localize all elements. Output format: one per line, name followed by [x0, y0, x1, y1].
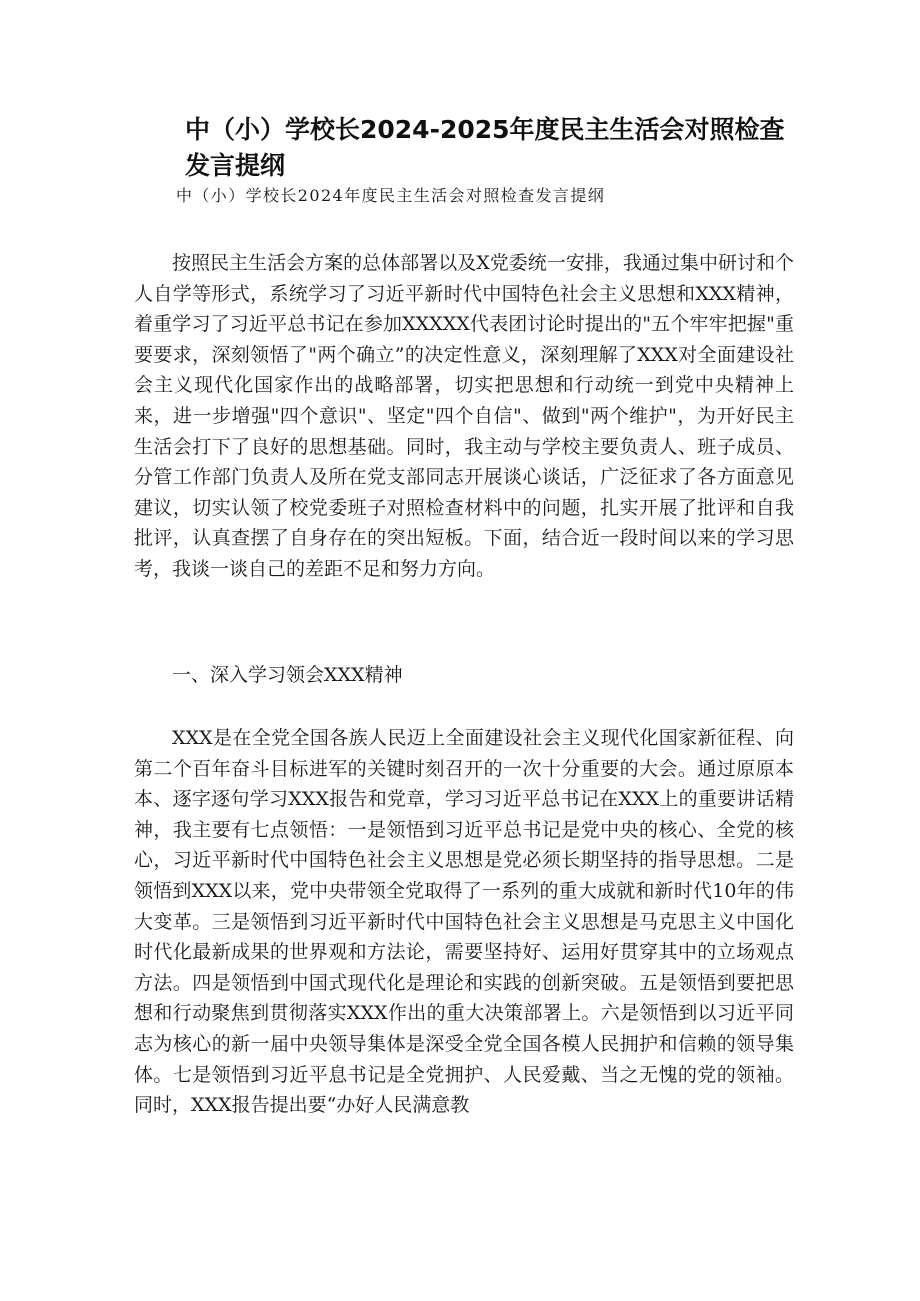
- section-heading: 一、深入学习领会XXX精神: [172, 664, 403, 686]
- document-title: 中（小）学校长2024-2025年度民主生活会对照检查发言提纲: [185, 115, 785, 180]
- document-subtitle: 中（小）学校长2024年度民主生活会对照检查发言提纲: [176, 186, 606, 205]
- intro-paragraph: 按照民主生活会方案的总体部署以及X党委统一安排，我通过集中研讨和个人自学等形式，系统学习了习近平新时代中国特色社会主义思想和XXX精神，着重学习了习近平总书记在参加XXXXX代表团讨论时提出的"五个牢牢把握"重要要求，深刻领悟了"两个确立”的决定性意义，深刻理解了XXX对全面建设社会主义现代化国家作出的战略部署，切实把思想和行动统一到党中央精神上来，进一步增强"四个意识"、坚定"四个自信"、做到"两个维护"，为开好民主生活会打下了良好的思想基础。同时，我主动与学校主要负责人、班子成员、分管工作部门负责人及所在党支部同志开展谈心谈话，广泛征求了各方面意见建议，切实认领了校党委班子对照检查材料中的问题，扎实开展了批评和自我批评，认真查摆了自身存在的突出短板。下面，结合近一段时间以来的学习思考，我谈一谈自己的差距不足和努力方向。: [134, 252, 794, 580]
- section-paragraph: XXX是在全党全国各族人民迈上全面建设社会主义现代化国家新征程、向第二个百年奋斗目标进军的关键时刻召开的一次十分重要的大会。通过原原本本、逐字逐句学习XXX报告和党章，学习习近平总书记在XXX上的重要讲话精神，我主要有七点领悟：一是领悟到习近平总书记是党中央的核心、全党的核心，习近平新时代中国特色社会主义思想是党必须长期坚持的指导思想。二是领悟到XXX以来，党中央带领全党取得了一系列的重大成就和新时代10年的伟大变革。三是领悟到习近平新时代中国特色社会主义思想是马克思主义中国化时代化最新成果的世界观和方法论，需要坚持好、运用好贯穿其中的立场观点方法。四是领悟到中国式现代化是理论和实践的创新突破。五是领悟到要把思想和行动聚焦到贯彻落实XXX作出的重大决策部署上。六是领悟到以习近平同志为核心的新一届中央领导集体是深受全党全国各模人民拥护和信赖的领导集体。七是领悟到习近平息书记是全党拥护、人民爱戴、当之无愧的党的领袖。同时，XXX报告提出要“办好人民满意教: [134, 727, 794, 1117]
